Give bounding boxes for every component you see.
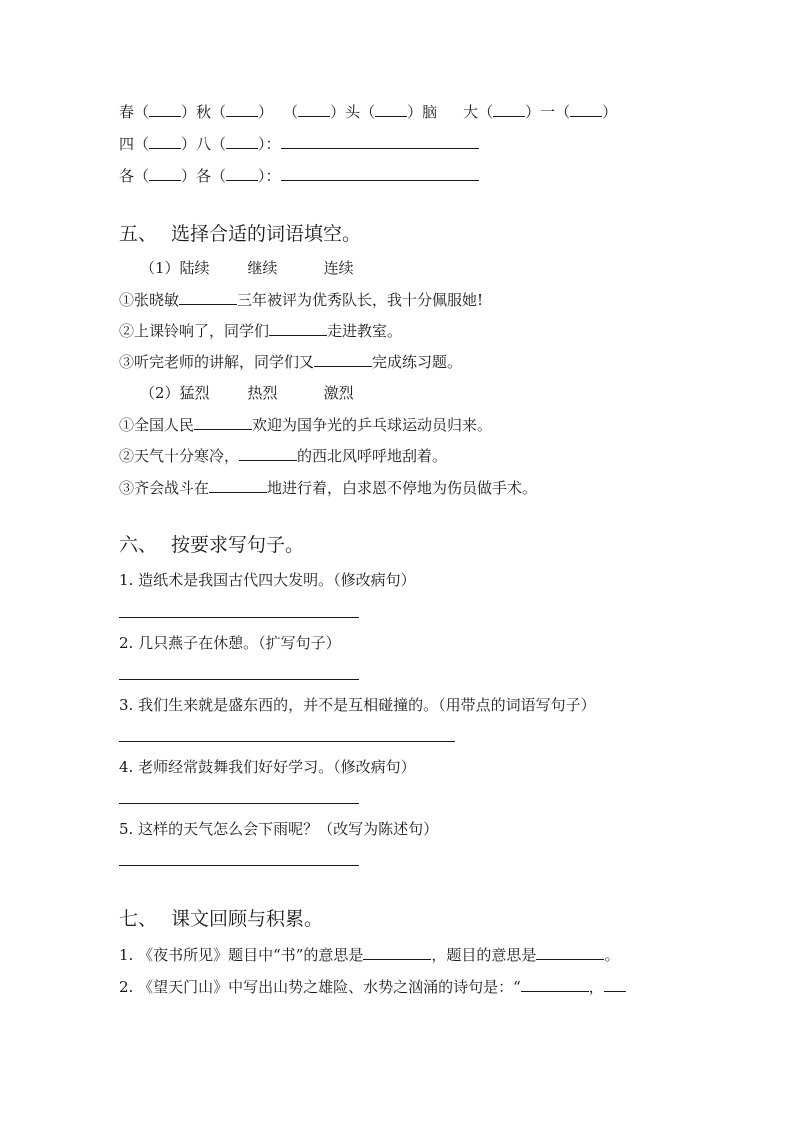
question-6-4: 4. 老师经常鼓舞我们好好学习。（修改病句） — [119, 758, 416, 776]
question-text: 三年被评为优秀队长，我十分佩服她! — [237, 291, 484, 309]
idiom-row-2 — [119, 134, 479, 154]
section-5-heading — [119, 222, 361, 246]
word-option: （1）陆续 — [140, 259, 210, 277]
word-option: 激烈 — [323, 384, 354, 402]
fill-blank[interactable] — [363, 945, 431, 960]
section-6-heading — [119, 533, 304, 557]
question-text: ①张晓敏 — [119, 291, 180, 309]
answer-blank[interactable] — [281, 166, 479, 181]
idiom-text: ）秋（ — [181, 103, 227, 121]
fill-blank[interactable] — [314, 352, 372, 367]
question-text: 走进教室。 — [327, 322, 403, 340]
fill-blank[interactable] — [194, 415, 252, 430]
idiom-text: ）： — [258, 135, 281, 153]
question-5-2-1 — [119, 415, 492, 435]
idiom-text: ）各（ — [181, 167, 227, 185]
answer-line[interactable] — [119, 617, 359, 618]
question-text: 地进行着，白求恩不停地为伤员做手术。 — [267, 479, 538, 497]
question-text: ③听完老师的讲解，同学们又 — [119, 353, 315, 371]
section-title: 课文回顾与积累。 — [171, 908, 324, 930]
section-number: 五、 — [119, 223, 158, 245]
fill-blank[interactable] — [604, 977, 626, 992]
question-6-5: 5. 这样的天气怎么会下雨呢？（改写为陈述句） — [119, 820, 439, 838]
idiom-text: 四（ — [119, 135, 150, 153]
idiom-text: ）八（ — [181, 135, 227, 153]
fill-blank[interactable] — [226, 166, 258, 181]
idiom-text: ）一（ — [525, 103, 571, 121]
idiom-row-1 — [119, 102, 617, 122]
question-5-2-2 — [119, 446, 447, 466]
question-text: ②天气十分寒冷， — [119, 447, 240, 465]
fill-blank[interactable] — [570, 102, 602, 117]
idiom-text: ）： — [258, 167, 281, 185]
section-7-heading — [119, 907, 323, 931]
question-5-1-1 — [119, 290, 483, 310]
section-title: 按要求写句子。 — [171, 534, 305, 556]
question-text: 欢迎为国争光的乒乓球运动员归来。 — [252, 416, 493, 434]
section-number: 七、 — [119, 908, 158, 930]
section-title: 选择合适的词语填空。 — [171, 223, 362, 245]
question-text: ，题目的意思是 — [431, 946, 537, 964]
question-7-1 — [119, 945, 619, 965]
word-group-1 — [140, 258, 354, 278]
fill-blank[interactable] — [521, 977, 589, 992]
question-7-2 — [119, 977, 626, 997]
fill-blank[interactable] — [536, 945, 604, 960]
idiom-row-3 — [119, 166, 479, 186]
question-text: 完成练习题。 — [372, 353, 463, 371]
section-number: 六、 — [119, 534, 158, 556]
answer-line[interactable] — [119, 679, 359, 680]
word-option: 热烈 — [247, 384, 278, 402]
fill-blank[interactable] — [226, 134, 258, 149]
fill-blank[interactable] — [239, 446, 297, 461]
word-group-2 — [140, 383, 354, 403]
idiom-text: （ — [283, 103, 299, 121]
answer-line[interactable] — [119, 865, 359, 866]
idiom-text: ）脑 — [407, 103, 438, 121]
fill-blank[interactable] — [149, 166, 181, 181]
fill-blank[interactable] — [149, 134, 181, 149]
fill-blank[interactable] — [493, 102, 525, 117]
answer-line[interactable] — [119, 741, 455, 742]
answer-line[interactable] — [119, 803, 359, 804]
idiom-text: ） — [258, 103, 274, 121]
question-6-3: 3. 我们生来就是盛东西的，并不是互相碰撞的。（用带点的词语写句子） — [119, 696, 596, 714]
idiom-text: 各（ — [119, 167, 150, 185]
fill-blank[interactable] — [269, 321, 327, 336]
fill-blank[interactable] — [209, 478, 267, 493]
word-option: （2）猛烈 — [140, 384, 210, 402]
idiom-text: ）头（ — [330, 103, 376, 121]
question-6-1: 1. 造纸术是我国古代四大发明。（修改病句） — [119, 571, 416, 589]
question-text: ， — [588, 978, 604, 996]
fill-blank[interactable] — [149, 102, 181, 117]
question-5-1-2 — [119, 321, 402, 341]
question-text: 的西北风呼呼地刮着。 — [297, 447, 448, 465]
question-text: ①全国人民 — [119, 416, 195, 434]
question-text: ③齐会战斗在 — [119, 479, 210, 497]
fill-blank[interactable] — [179, 290, 237, 305]
question-text: 1. 《夜书所见》题目中“书”的意思是 — [119, 946, 364, 964]
fill-blank[interactable] — [226, 102, 258, 117]
question-text: ②上课铃响了，同学们 — [119, 322, 270, 340]
idiom-text: ） — [602, 103, 618, 121]
fill-blank[interactable] — [375, 102, 407, 117]
word-option: 继续 — [247, 259, 278, 277]
question-text: 。 — [604, 946, 620, 964]
question-text: 2. 《望天门山》中写出山势之雄险、水势之汹涌的诗句是：“ — [119, 978, 521, 996]
question-5-2-3 — [119, 478, 537, 498]
answer-blank[interactable] — [281, 134, 479, 149]
idiom-text: 大（ — [463, 103, 494, 121]
idiom-text: 春（ — [119, 103, 150, 121]
question-6-2: 2. 几只燕子在休憩。（扩写句子） — [119, 634, 341, 652]
fill-blank[interactable] — [298, 102, 330, 117]
word-option: 连续 — [323, 259, 354, 277]
question-5-1-3 — [119, 352, 462, 372]
